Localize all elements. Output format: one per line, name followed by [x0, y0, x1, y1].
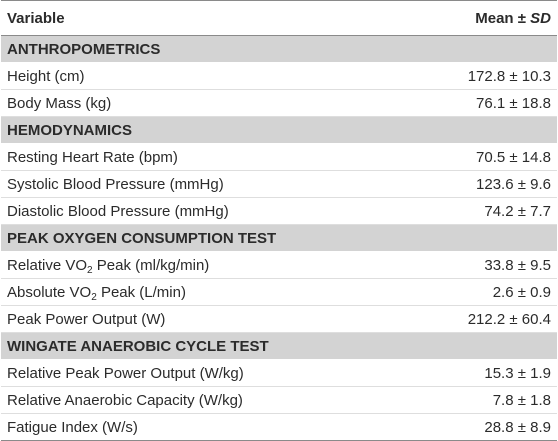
value-cell: 7.8 ± 1.8: [401, 387, 557, 414]
table-row: [1, 198, 557, 225]
section-header-peak-oxygen-consumption-test: [1, 225, 557, 252]
table-row: [1, 414, 557, 441]
mean-sd-column-header: [401, 1, 557, 36]
table-row: [1, 63, 557, 90]
value-cell: 15.3 ± 1.9: [401, 360, 557, 387]
variable-cell: Relative Anaerobic Capacity (W/kg): [1, 387, 401, 414]
variable-cell: Diastolic Blood Pressure (mmHg): [1, 198, 401, 225]
value-cell: 70.5 ± 14.8: [401, 144, 557, 171]
variable-cell: [1, 252, 401, 279]
variable-cell: Resting Heart Rate (bpm): [1, 144, 401, 171]
value-cell: 28.8 ± 8.9: [401, 414, 557, 441]
sd-label: SD: [530, 9, 551, 27]
value-cell: 74.2 ± 7.7: [401, 198, 557, 225]
table-row: [1, 360, 557, 387]
variable-cell: Systolic Blood Pressure (mmHg): [1, 171, 401, 198]
value-cell: 2.6 ± 0.9: [401, 279, 557, 306]
section-title: HEMODYNAMICS: [1, 117, 557, 144]
section-title: PEAK OXYGEN CONSUMPTION TEST: [1, 225, 557, 252]
mean-prefix: Mean ±: [475, 9, 531, 27]
label-part: Absolute VO: [7, 283, 92, 301]
table-row: [1, 252, 557, 279]
value-cell: 33.8 ± 9.5: [401, 252, 557, 279]
section-header-wingate-anaerobic-cycle-test: [1, 333, 557, 360]
value-cell: 76.1 ± 18.8: [401, 90, 557, 117]
variable-cell: Fatigue Index (W/s): [1, 414, 401, 441]
section-title: WINGATE ANAEROBIC CYCLE TEST: [1, 333, 557, 360]
label-part: Relative VO: [7, 256, 88, 274]
table-row: [1, 306, 557, 333]
variable-cell: Relative Peak Power Output (W/kg): [1, 360, 401, 387]
value-cell: 123.6 ± 9.6: [401, 171, 557, 198]
table-row: [1, 171, 557, 198]
variable-cell: Peak Power Output (W): [1, 306, 401, 333]
label-part: Peak (ml/kg/min): [92, 256, 210, 274]
variable-cell: Height (cm): [1, 63, 401, 90]
variable-cell: Body Mass (kg): [1, 90, 401, 117]
subscript: 2: [87, 264, 93, 276]
value-cell: 172.8 ± 10.3: [401, 63, 557, 90]
section-header-hemodynamics: [1, 117, 557, 144]
table-row: [1, 387, 557, 414]
participant-characteristics-table: [1, 0, 557, 441]
value-cell: 212.2 ± 60.4: [401, 306, 557, 333]
table-row: [1, 144, 557, 171]
label-part: Peak (L/min): [96, 283, 186, 301]
header-row: [1, 1, 557, 36]
table-row: [1, 90, 557, 117]
subscript: 2: [91, 291, 97, 303]
table-row: [1, 279, 557, 306]
section-header-anthropometrics: [1, 36, 557, 63]
variable-column-header: Variable: [1, 1, 401, 36]
variable-cell: [1, 279, 401, 306]
section-title: ANTHROPOMETRICS: [1, 36, 557, 63]
